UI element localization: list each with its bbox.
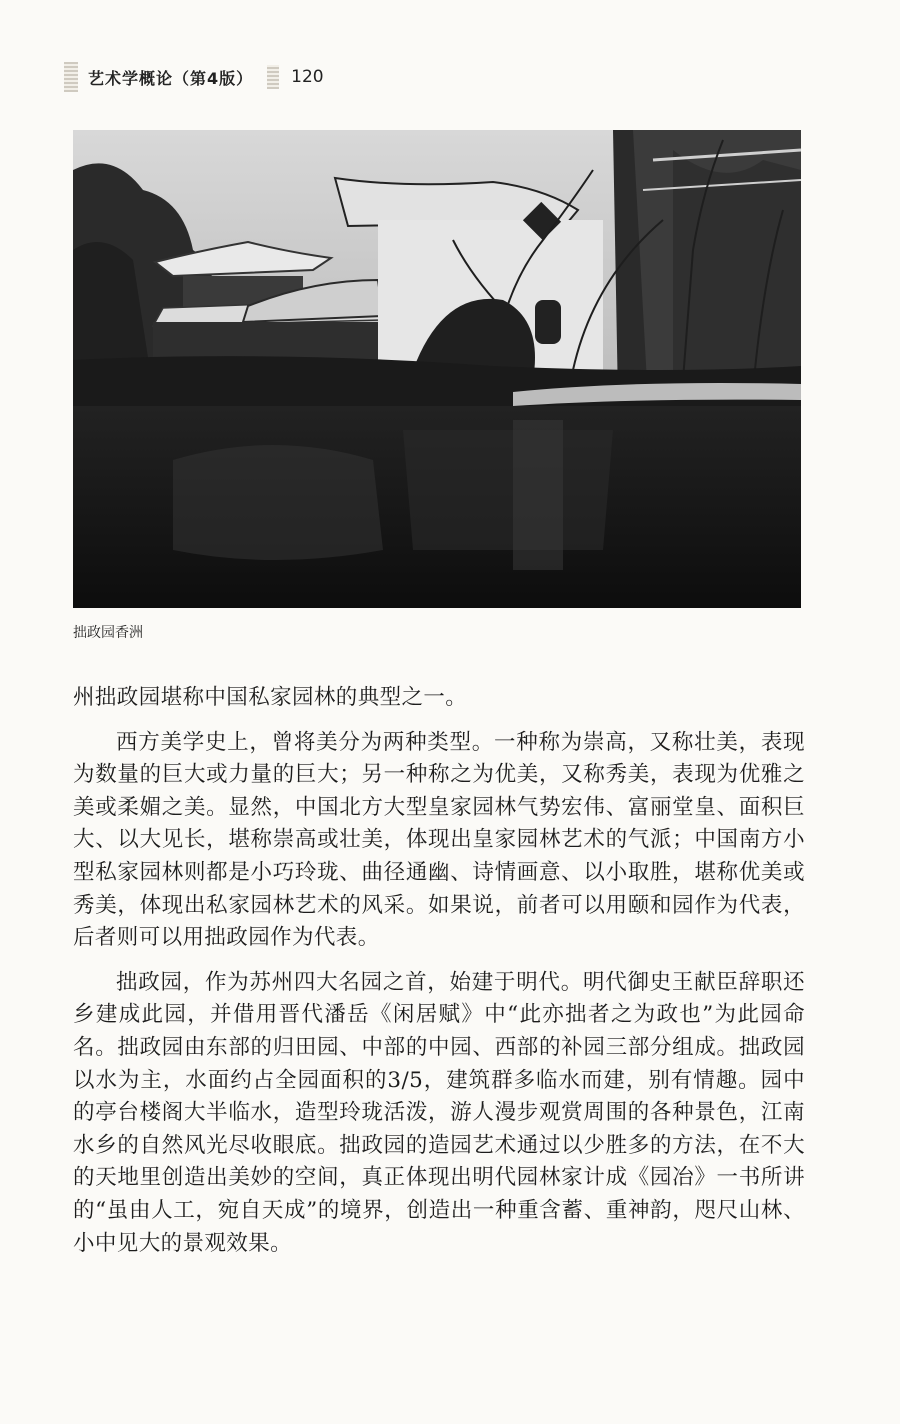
page-number: 120 [291,67,324,87]
paragraph-continuation: 州拙政园堪称中国私家园林的典型之一。 [73,685,468,710]
body-text [73,682,805,1260]
header-decor-bar [64,62,78,92]
running-header [64,60,324,94]
paragraph-zhuozheng-garden: 拙政园，作为苏州四大名园之首，始建于明代。明代御史王献臣辞职还乡建成此园，并借用晋代潘岳《闲居赋》中“此亦拙者之为政也”为此园命名。拙政园由东部的归田园、中部的中园、西部的补园三部分组成。拙政园以水为主，水面约占全园面积的3/5，建筑群多临水而建，别有情趣。园中的亭台楼阁大半临水，造型玲珑活泼，游人漫步观赏周围的各种景色，江南水乡的自然风光尽收眼底。拙政园的造园艺术通过以少胜多的方法，在不大的天地里创造出美妙的空间，真正体现出明代园林家计成《园冶》一书所讲的“虽由人工，宛自天成”的境界，创造出一种重含蓄、重神韵，咫尺山林、小中见大的景观效果。 [73,969,805,1256]
header-separator [267,65,279,89]
paragraph-aesthetics: 西方美学史上，曾将美分为两种类型。一种称为崇高，又称壮美，表现为数量的巨大或力量的巨大；另一种称之为优美，又称秀美，表现为优雅之美或柔媚之美。显然，中国北方大型皇家园林气势宏伟、富丽堂皇、面积巨大、以大见长，堪称崇高或壮美，体现出皇家园林艺术的气派；中国南方小型私家园林则都是小巧玲珑、曲径通幽、诗情画意、以小取胜，堪称优美或秀美，体现出私家园林艺术的风采。如果说，前者可以用颐和园作为代表，后者则可以用拙政园作为代表。 [73,729,805,951]
garden-photo-illustration [73,130,801,608]
figure-caption: 拙政园香洲 [73,625,143,641]
book-title: 艺术学概论（第4版） [88,68,254,88]
garden-photo [73,130,801,608]
